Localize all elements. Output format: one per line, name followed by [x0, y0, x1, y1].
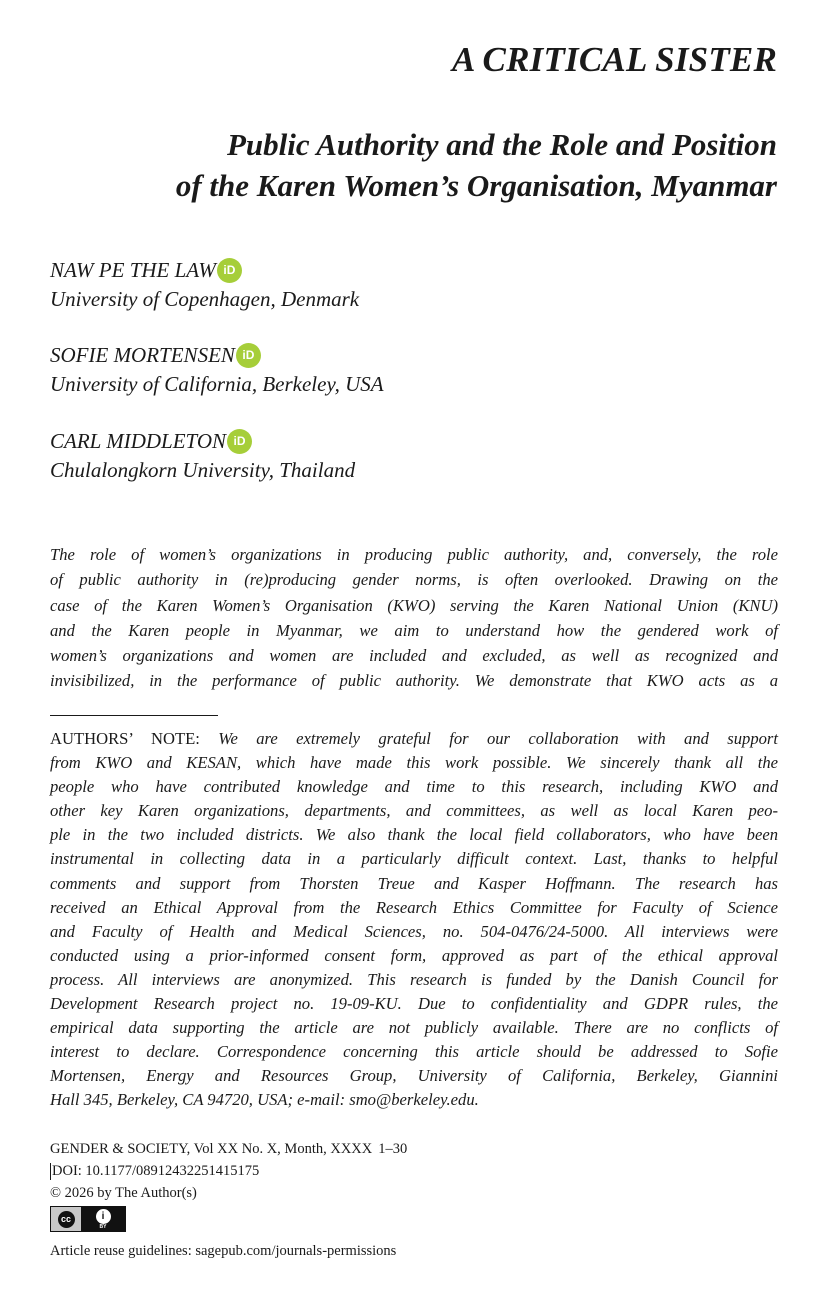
orcid-icon[interactable]: iD	[227, 429, 252, 454]
footnote-divider	[50, 715, 218, 716]
note-line	[50, 727, 778, 751]
note-lead: AUTHORS’ NOTE:	[50, 729, 200, 748]
author-affiliation: Chulalongkorn University, Thailand	[50, 458, 356, 482]
abstract-line: women’s organizations and women are included and excluded, as well as recognized and	[50, 646, 778, 666]
note-line: people who have contributed knowledge and time to this research, including KWO and	[50, 777, 778, 797]
author-affiliation: University of Copenhagen, Denmark	[50, 287, 360, 311]
note-line: from KWO and KESAN, which have made this work possible. We sincerely thank all the	[50, 753, 778, 773]
journal-citation-row	[50, 1138, 407, 1160]
note-line: ple in the two included districts. We also thank the local field collaborators, who have been	[50, 825, 778, 845]
author-block-3	[50, 427, 355, 485]
journal-citation: GENDER & SOCIETY, Vol XX No. X, Month, XXXX	[50, 1141, 373, 1157]
note-first-text: We are extremely grateful for our collaboration with and support	[218, 729, 778, 748]
text-cursor	[50, 1163, 51, 1180]
doi-row	[50, 1160, 407, 1182]
note-line: interest to declare. Correspondence concerning this article should be addressed to Sofie	[50, 1042, 778, 1062]
attribution-icon: i	[96, 1209, 111, 1224]
reuse-guidelines[interactable]: Article reuse guidelines: sagepub.com/journals-permissions	[50, 1243, 397, 1259]
article-title: A CRITICAL SISTER	[451, 40, 777, 79]
note-line: comments and support from Thorsten Treue and Kasper Hoffmann. The research has	[50, 873, 778, 893]
orcid-icon[interactable]: iD	[217, 258, 242, 283]
note-line: process. All interviews are anonymized. This research is funded by the Danish Council for	[50, 969, 778, 989]
cc-section	[51, 1207, 81, 1231]
note-line: conducted using a prior-informed consent form, approved as part of the ethical approval	[50, 945, 778, 965]
abstract	[50, 542, 778, 694]
abstract-line: of public authority in (re)producing gender norms, is often overlooked. Drawing on the	[50, 570, 778, 590]
author-name: NAW PE THE LAW	[50, 258, 216, 282]
page-range: 1–30	[378, 1141, 408, 1157]
note-line: instrumental in collecting data in a particularly difficult context. Last, thanks to helpful	[50, 849, 778, 869]
note-line: Hall 345, Berkeley, CA 94720, USA; e-mail: smo@berkeley.edu.	[50, 1090, 479, 1110]
subtitle-line: of the Karen Women’s Organisation, Myanmar	[175, 168, 777, 203]
cc-icon: cc	[58, 1211, 75, 1228]
abstract-line: The role of women’s organizations in producing public authority, and, conversely, the role	[50, 545, 778, 564]
article-subtitle	[37, 124, 777, 206]
note-line: other key Karen organizations, departments, and committees, as well as local Karen peo-	[50, 801, 778, 821]
author-name: SOFIE MORTENSEN	[50, 343, 235, 367]
abstract-line: and the Karen people in Myanmar, we aim to understand how the gendered work of	[50, 620, 778, 640]
by-section	[81, 1207, 125, 1231]
note-line: Mortensen, Energy and Resources Group, University of California, Berkeley, Giannini	[50, 1066, 778, 1086]
doi-link[interactable]: DOI: 10.1177/08912432251415175	[52, 1163, 260, 1179]
journal-info	[50, 1138, 407, 1204]
abstract-line: case of the Karen Women’s Organisation (KWO) serving the Karen National Union (KNU)	[50, 595, 778, 615]
note-line: empirical data supporting the article are not publicly available. There are no conflicts of	[50, 1018, 778, 1038]
subtitle-line: Public Authority and the Role and Position	[226, 127, 777, 162]
note-line: Development Research project no. 19-09-KU. Due to confidentiality and GDPR rules, the	[50, 994, 778, 1014]
by-label: BY	[99, 1223, 107, 1230]
authors-note	[50, 727, 778, 1113]
cc-by-license-icon[interactable]	[50, 1206, 126, 1232]
author-block-2	[50, 341, 384, 399]
note-line: received an Ethical Approval from the Research Ethics Committee for Faculty of Science	[50, 897, 778, 917]
author-block-1	[50, 256, 359, 314]
copyright: © 2026 by The Author(s)	[50, 1185, 197, 1201]
abstract-line: invisibilized, in the performance of public authority. We demonstrate that KWO acts as a	[50, 671, 778, 691]
author-name: CARL MIDDLETON	[50, 429, 227, 453]
note-line: and Faculty of Health and Medical Sciences, no. 504-0476/24-5000. All interviews were	[50, 921, 778, 941]
orcid-icon[interactable]: iD	[236, 343, 261, 368]
author-affiliation: University of California, Berkeley, USA	[50, 372, 384, 396]
